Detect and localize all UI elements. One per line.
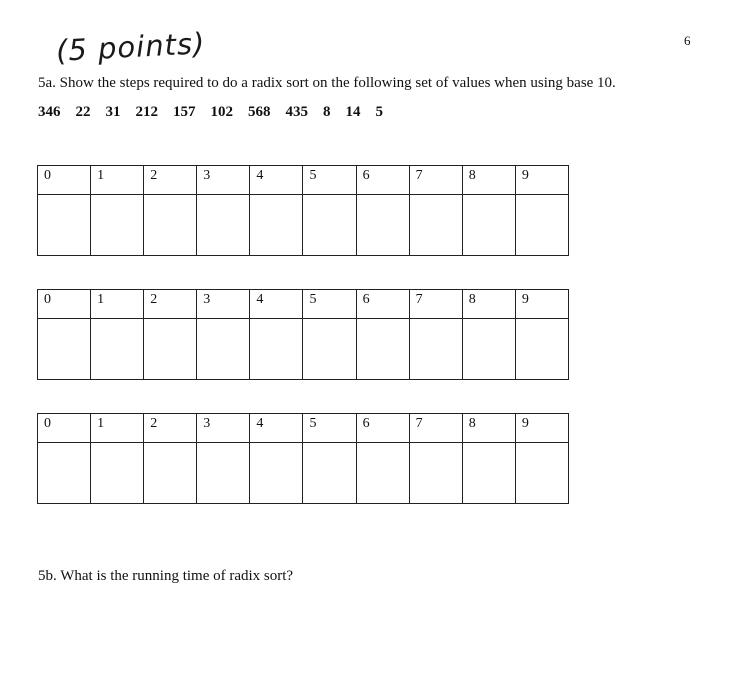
bucket-label: 0 (38, 166, 91, 195)
bucket-table-pass-3 (37, 413, 569, 504)
bucket-label: 3 (197, 414, 250, 443)
bucket-label: 2 (144, 166, 197, 195)
bucket-label: 0 (38, 290, 91, 319)
bucket-cell[interactable] (303, 443, 356, 504)
bucket-label: 6 (356, 166, 409, 195)
value-item: 22 (75, 104, 91, 120)
bucket-cell[interactable] (38, 319, 91, 380)
bucket-cell[interactable] (38, 195, 91, 256)
bucket-label: 8 (462, 166, 515, 195)
bucket-answer-row (38, 195, 569, 256)
bucket-header-row (38, 414, 569, 443)
bucket-cell[interactable] (462, 319, 515, 380)
bucket-label: 6 (356, 290, 409, 319)
bucket-label: 1 (91, 414, 144, 443)
value-item: 346 (38, 104, 61, 120)
bucket-label: 7 (409, 290, 462, 319)
bucket-cell[interactable] (197, 319, 250, 380)
bucket-table-pass-1 (37, 165, 569, 256)
value-item: 31 (105, 104, 121, 120)
bucket-answer-row (38, 443, 569, 504)
value-item: 8 (323, 104, 331, 120)
bucket-label: 7 (409, 414, 462, 443)
bucket-label: 4 (250, 166, 303, 195)
bucket-answer-row (38, 319, 569, 380)
bucket-cell[interactable] (409, 195, 462, 256)
bucket-label: 9 (515, 290, 568, 319)
bucket-cell[interactable] (91, 443, 144, 504)
bucket-label: 7 (409, 166, 462, 195)
page-number: 6 (684, 33, 691, 48)
bucket-cell[interactable] (144, 195, 197, 256)
value-item: 102 (210, 104, 233, 120)
bucket-cell[interactable] (250, 195, 303, 256)
bucket-label: 0 (38, 414, 91, 443)
bucket-label: 2 (144, 414, 197, 443)
question-5b: 5b. What is the running time of radix sort? (38, 568, 294, 584)
bucket-label: 3 (197, 290, 250, 319)
bucket-label: 9 (515, 166, 568, 195)
bucket-label: 8 (462, 290, 515, 319)
bucket-label: 1 (91, 166, 144, 195)
bucket-label: 3 (197, 166, 250, 195)
bucket-cell[interactable] (409, 319, 462, 380)
bucket-label: 2 (144, 290, 197, 319)
question-5a: 5a. Show the steps required to do a radix sort on the following set of values when using base 10. (38, 75, 616, 91)
bucket-cell[interactable] (356, 443, 409, 504)
bucket-table-pass-2 (37, 289, 569, 380)
bucket-cell[interactable] (38, 443, 91, 504)
bucket-label: 4 (250, 414, 303, 443)
bucket-cell[interactable] (409, 443, 462, 504)
bucket-cell[interactable] (91, 195, 144, 256)
value-item: 5 (375, 104, 383, 120)
value-item: 212 (135, 104, 158, 120)
value-item: 14 (345, 104, 361, 120)
bucket-cell[interactable] (144, 319, 197, 380)
bucket-cell[interactable] (91, 319, 144, 380)
bucket-cell[interactable] (356, 195, 409, 256)
bucket-cell[interactable] (462, 195, 515, 256)
bucket-header-row (38, 166, 569, 195)
bucket-cell[interactable] (515, 443, 568, 504)
bucket-cell[interactable] (303, 319, 356, 380)
bucket-cell[interactable] (356, 319, 409, 380)
bucket-label: 1 (91, 290, 144, 319)
bucket-label: 5 (303, 166, 356, 195)
value-item: 157 (173, 104, 196, 120)
bucket-label: 4 (250, 290, 303, 319)
bucket-label: 5 (303, 290, 356, 319)
bucket-label: 9 (515, 414, 568, 443)
bucket-cell[interactable] (197, 195, 250, 256)
bucket-cell[interactable] (250, 319, 303, 380)
handwritten-points-note: (5 points) (55, 26, 207, 68)
values-list (38, 104, 398, 121)
bucket-cell[interactable] (462, 443, 515, 504)
bucket-label: 6 (356, 414, 409, 443)
bucket-cell[interactable] (197, 443, 250, 504)
bucket-header-row (38, 290, 569, 319)
bucket-cell[interactable] (515, 195, 568, 256)
value-item: 435 (285, 104, 308, 120)
bucket-cell[interactable] (303, 195, 356, 256)
bucket-cell[interactable] (250, 443, 303, 504)
value-item: 568 (248, 104, 271, 120)
bucket-label: 5 (303, 414, 356, 443)
bucket-cell[interactable] (144, 443, 197, 504)
bucket-cell[interactable] (515, 319, 568, 380)
bucket-label: 8 (462, 414, 515, 443)
